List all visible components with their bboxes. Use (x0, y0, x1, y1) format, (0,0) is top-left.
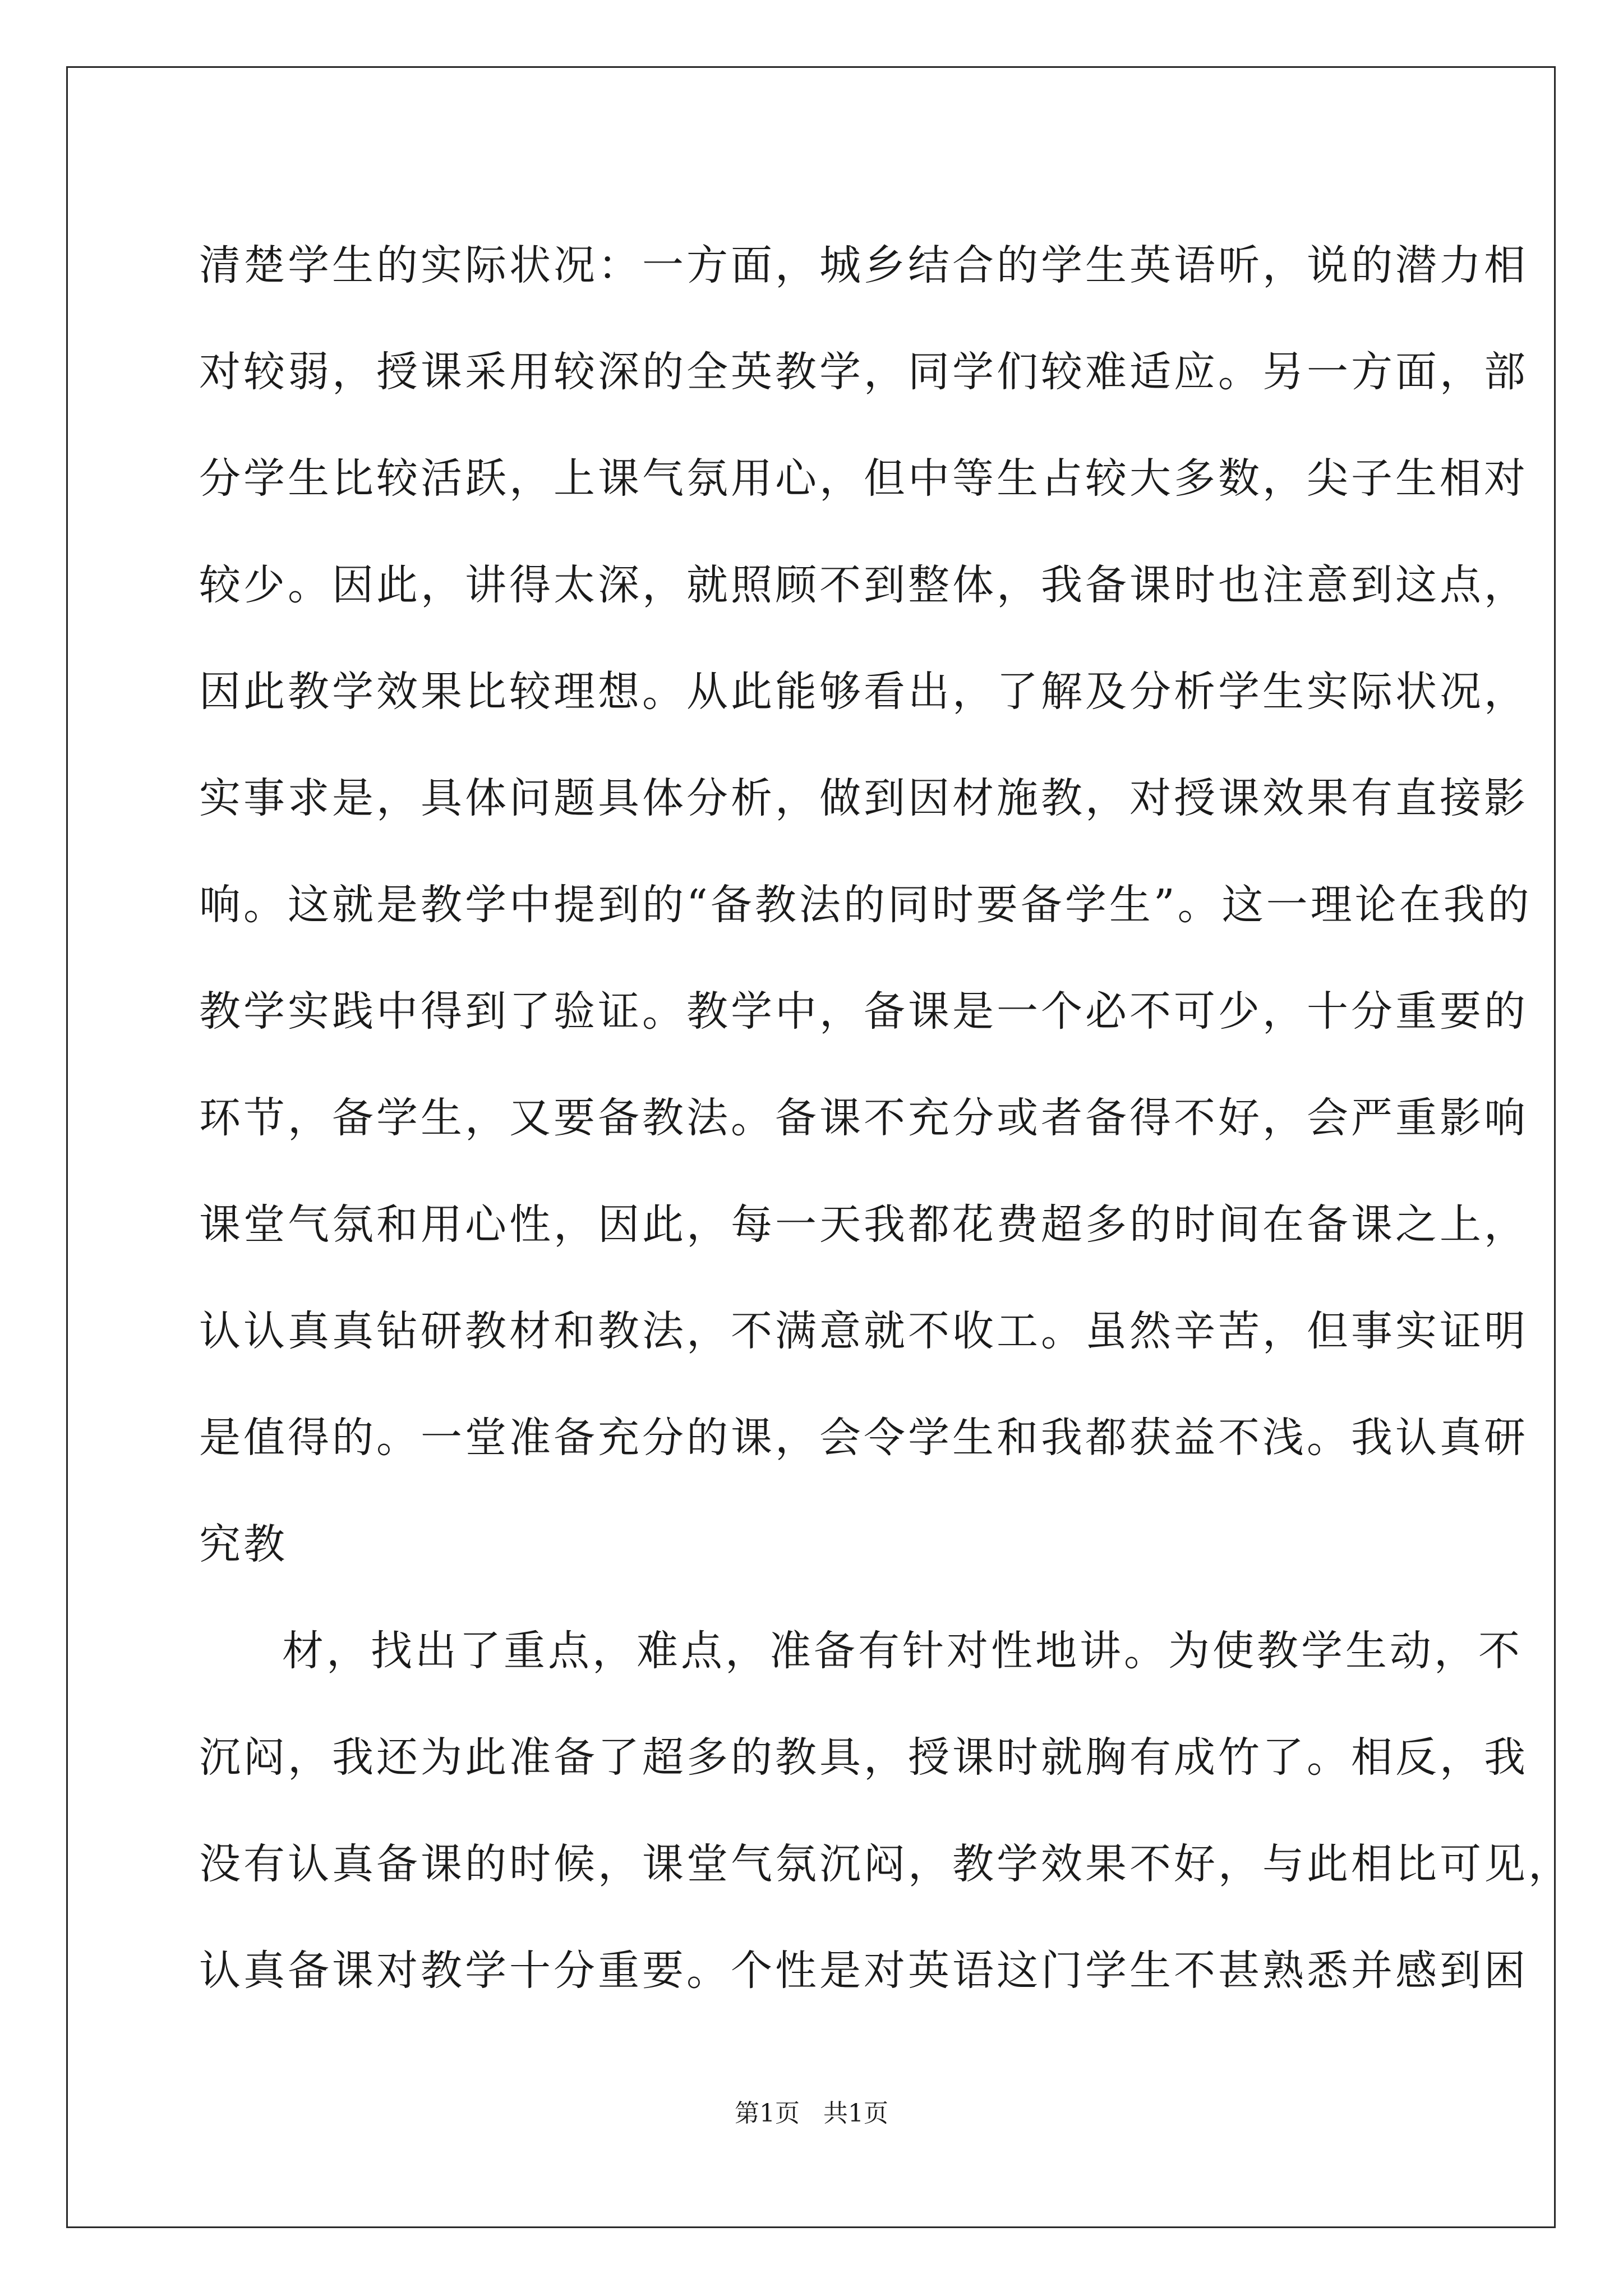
document-body (199, 212, 1573, 2024)
text-line: 对较弱，授课采用较深的全英教学，同学们较难适应。另一方面，部 (199, 348, 1528, 396)
text-line: 因此教学效果比较理想。从此能够看出，了解及分析学生实际状况， (199, 668, 1528, 716)
text-line: 实事求是，具体问题具体分析，做到因材施教，对授课效果有直接影 (199, 774, 1528, 822)
text-line: 分学生比较活跃，上课气氛用心，但中等生占较大多数，尖子生相对 (199, 454, 1528, 503)
text-line: 究教 (199, 1520, 288, 1568)
text-line: 没有认真备课的时候，课堂气氛沉闷，教学效果不好，与此相比可见， (199, 1840, 1573, 1888)
text-line: 材，找出了重点，难点，准备有针对性地讲。为使教学生动，不 (282, 1627, 1523, 1675)
text-line: 课堂气氛和用心性，因此，每一天我都花费超多的时间在备课之上， (199, 1200, 1528, 1249)
text-line: 认认真真钻研教材和教法，不满意就不收工。虽然辛苦，但事实证明 (199, 1307, 1528, 1355)
page-number: 第1页 共1页 (735, 2099, 888, 2128)
text-line: 是值得的。一堂准备充分的课，会令学生和我都获益不浅。我认真研 (199, 1414, 1528, 1462)
text-line: 较少。因此，讲得太深，就照顾不到整体，我备课时也注意到这点， (199, 561, 1528, 609)
text-line: 教学实践中得到了验证。教学中，备课是一个必不可少，十分重要的 (199, 987, 1528, 1036)
text-line: 环节，备学生，又要备教法。备课不充分或者备得不好，会严重影响 (199, 1094, 1528, 1142)
text-line: 认真备课对教学十分重要。个性是对英语这门学生不甚熟悉并感到困 (199, 1947, 1528, 1995)
text-line: 响。这就是教学中提到的“备教法的同时要备学生”。这一理论在我的 (199, 881, 1532, 929)
text-line: 清楚学生的实际状况：一方面，城乡结合的学生英语听，说的潜力相 (199, 241, 1528, 289)
text-line: 沉闷，我还为此准备了超多的教具，授课时就胸有成竹了。相反，我 (199, 1733, 1528, 1782)
